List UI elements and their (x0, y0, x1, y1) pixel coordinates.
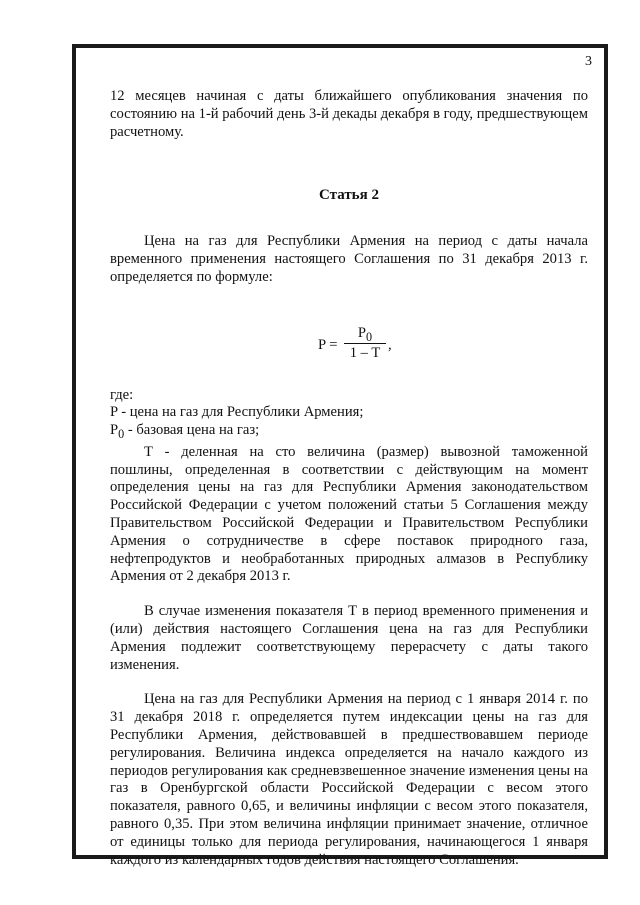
definition-p0 (110, 422, 588, 444)
page-number: 3 (585, 54, 592, 69)
formula-fraction (344, 325, 386, 363)
formula-denominator: 1 – T (349, 344, 381, 361)
definitions-where: где: (110, 386, 134, 403)
definition-p0-subscript: 0 (118, 427, 125, 442)
formula-lhs: P = (318, 336, 338, 353)
intro-paragraph: 12 месяцев начиная с даты ближайшего опубликования значения по состоянию на 1-й рабочий день 3-й декады декабря в году, предшествующем расчетному. (110, 88, 588, 140)
formula-numerator (344, 325, 386, 344)
formula-comma: , (388, 336, 392, 353)
definition-p0-text: - базовая цена на газ; (124, 422, 260, 439)
formula-numerator-subscript: 0 (366, 329, 373, 344)
definition-p0-letter: P (110, 422, 119, 439)
definition-p: P - цена на газ для Республики Армения; (110, 404, 364, 421)
article-heading: Статья 2 (319, 187, 379, 204)
document-body (110, 88, 588, 869)
article-paragraph-3: Цена на газ для Республики Армения на период с 1 января 2014 г. по 31 декабря 2018 г. определяется путем индексации цены на газ для Республики Армения, действовавшей в предшествовавшем периоде регулирования. Величина индекса определяется на начало каждого из периодов регулирования как средневзвешенное значение изменения цены на газ в Оренбургской области Российской Федерации с весом этого показателя, равного 0,65, и величины инфляции с весом этого показателя, равного 0,35. При этом величина инфляции принимает значение, отличное от единицы только для периода регулирования, начинающегося 1 января каждого из календарных годов действия настоящего Соглашения. (110, 691, 588, 868)
formula-numerator-letter: P (357, 324, 367, 341)
article-paragraph-2: В случае изменения показателя Т в период временного применения и (или) действия настоящего Соглашения цена на газ для Республики Армения подлежит соответствующему перерасчету с даты такого изменения. (110, 603, 588, 673)
price-formula (318, 325, 588, 367)
article-paragraph-1: Цена на газ для Республики Армения на период с даты начала временного применения настоящего Соглашения по 31 декабря 2013 г. определяется по формуле: (110, 233, 588, 285)
definition-t: Т - деленная на сто величина (размер) вывозной таможенной пошлины, определенная в соответствии с действующим на момент определения цены на газ для Республики Армения законодательством Российской Федерации с учетом положений статьи 5 Соглашения между Правительством Российской Федерации и Правительством Республики Армения о сотрудничестве в сфере поставок природного газа, нефтепродуктов и необработанных природных алмазов в Республику Армения от 2 декабря 2013 г. (110, 443, 588, 585)
